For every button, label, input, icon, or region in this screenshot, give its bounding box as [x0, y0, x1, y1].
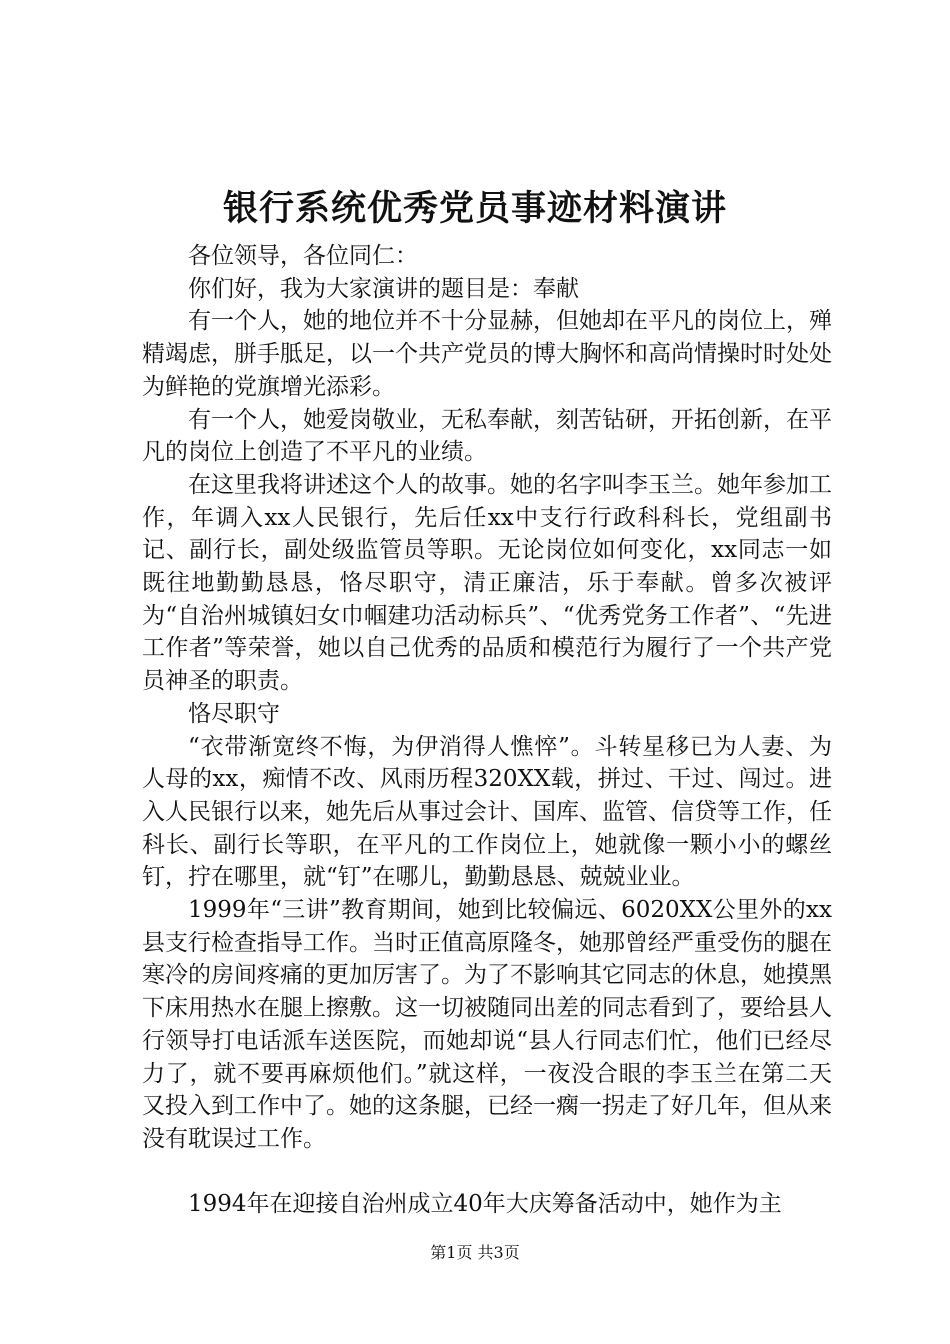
paragraph-greeting: 你们好，我为大家演讲的题目是：奉献: [188, 275, 579, 302]
page-number: 第1页 共3页: [430, 1243, 520, 1262]
paragraph-career: “衣带渐宽终不悔，为伊消得人憔悴”。斗转星移已为人妻、为人母的xx，痴情不改、风雨历程320XX载，拼过、干过、闯过。进入人民银行以来，她先后从事过会计、国库、监管、信贷等工作，任科长、副行长等职，在平凡的工作岗位上，她就像一颗小小的螺丝钉，拧在哪里，就“钉”在哪儿，勤勤恳恳、兢兢业业。: [142, 733, 832, 891]
document-body: [142, 240, 832, 1220]
page-title: 银行系统优秀党员事迹材料演讲: [222, 188, 727, 229]
paragraph-salutation: 各位领导，各位同仁：: [188, 243, 418, 269]
paragraph-story: 在这里我将讲述这个人的故事。她的名字叫李玉兰。她年参加工作，年调入xx人民银行，先后任xx中支行行政科科长，党组副书记、副行长，副处级监管员等职。无论岗位如何变化，xx同志一如既往地勤勤恳恳，恪尽职守，清正廉洁，乐于奉献。曾多次被评为“自治州城镇妇女巾帼建功活动标兵”、“优秀党务工作者”、“先进工作者”等荣誉，她以自己优秀的品质和模范行为履行了一个共产党员神圣的职责。: [142, 471, 832, 695]
paragraph-1994: 1994年在迎接自治州成立40年大庆筹备活动中，她作为主: [188, 1190, 782, 1217]
paragraph-intro-1: 有一个人，她的地位并不十分显赫，但她却在平凡的岗位上，殚精竭虑，胼手胝足，以一个共产党员的博大胸怀和高尚情操时时处处为鲜艳的党旗增光添彩。: [142, 308, 832, 400]
paragraph-intro-2: 有一个人，她爱岗敬业，无私奉献，刻苦钻研，开拓创新，在平凡的岗位上创造了不平凡的业绩。: [142, 406, 832, 466]
section-heading: 恪尽职守: [188, 700, 280, 727]
paragraph-1999: 1999年“三讲”教育期间，她到比较偏远、6020XX公里外的xx县支行检查指导工作。当时正值高原隆冬，她那曾经严重受伤的腿在寒冷的房间疼痛的更加厉害了。为了不影响其它同志的休息，她摸黑下床用热水在腿上擦敷。这一切被随同出差的同志看到了，要给县人行领导打电话派车送医院，而她却说“县人行同志们忙，他们已经尽力了，就不要再麻烦他们。”就这样，一夜没合眼的李玉兰在第二天又投入到工作中了。她的这条腿，已经一瘸一拐走了好几年，但从来没有耽误过工作。: [142, 897, 832, 1152]
